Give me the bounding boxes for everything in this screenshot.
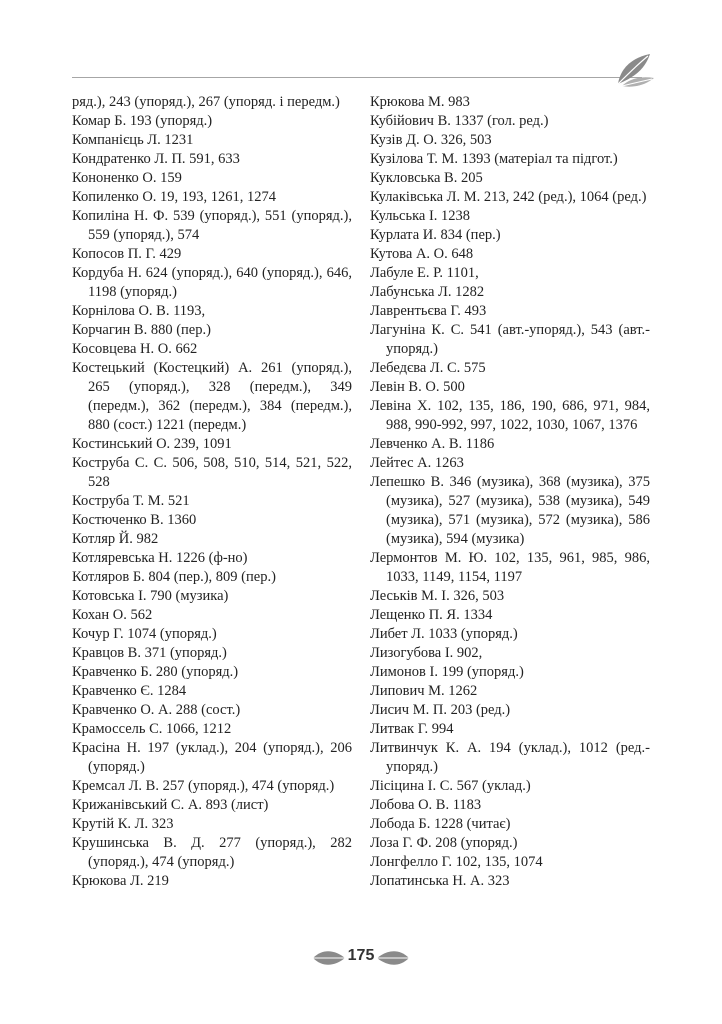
index-entry: Кравченко Б. 280 (упоряд.) — [72, 664, 239, 680]
index-entry: Лопатинська Н. А. 323 — [370, 873, 510, 889]
index-entry: Крушинська В. Д. 277 (упоряд.), 282 (упоряд.), 474 (упоряд.) — [72, 835, 352, 870]
index-entry: Леськів М. І. 326, 503 — [370, 588, 505, 604]
index-entry: Лисич М. П. 203 (ред.) — [370, 702, 511, 718]
index-entry: Котляров Б. 804 (пер.), 809 (пер.) — [72, 569, 276, 585]
index-entry: Лобова О. В. 1183 — [370, 797, 482, 813]
index-entry: Липович М. 1262 — [370, 683, 478, 699]
index-entry: Лещенко П. Я. 1334 — [370, 607, 493, 623]
index-entry: Литвак Г. 994 — [370, 721, 454, 737]
index-entry: Копиліна Н. Ф. 539 (упоряд.), 551 (упоряд.), 559 (упоряд.), 574 — [72, 208, 352, 243]
index-entry: Кулаківська Л. М. 213, 242 (ред.), 1064 (ред.) — [370, 189, 647, 205]
index-entry: Крижанівський С. А. 893 (лист) — [72, 797, 269, 813]
index-entry: Лагуніна К. С. 541 (авт.-упоряд.), 543 (авт.-упоряд.) — [370, 322, 650, 357]
index-entry: Крутій К. Л. 323 — [72, 816, 174, 832]
index-entry: Кравцов В. 371 (упоряд.) — [72, 645, 227, 661]
index-entry: Костюченко В. 1360 — [72, 512, 197, 528]
index-entry: Кордуба Н. 624 (упоряд.), 640 (упоряд.), 646, 1198 (упоряд.) — [72, 265, 352, 300]
index-entry: Кузів Д. О. 326, 503 — [370, 132, 492, 148]
index-entry: Крамоссель С. 1066, 1212 — [72, 721, 232, 737]
index-entry: Лабуле Е. Р. 1101, — [370, 265, 479, 281]
index-entry: Котовська І. 790 (музика) — [72, 588, 229, 604]
index-entry: Копосов П. Г. 429 — [72, 246, 182, 262]
index-entry: Кутова А. О. 648 — [370, 246, 474, 262]
page-number: 175 — [347, 947, 375, 964]
index-entry: Лейтес А. 1263 — [370, 455, 464, 471]
index-entry: Лобода Б. 1228 (читає) — [370, 816, 511, 832]
index-entry: Компанієць Л. 1231 — [72, 132, 194, 148]
index-entry: Красіна Н. 197 (уклад.), 204 (упоряд.), 206 (упоряд.) — [72, 740, 352, 775]
index-entry: Крюкова М. 983 — [370, 94, 470, 110]
index-entry: Кохан О. 562 — [72, 607, 153, 623]
index-entry: Лизогубова І. 902, — [370, 645, 483, 661]
index-entry: Лимонов І. 199 (упоряд.) — [370, 664, 524, 680]
index-entry: Левіна Х. 102, 135, 186, 190, 686, 971, 984, 988, 990-992, 997, 1022, 1030, 1067, 1376 — [370, 398, 650, 433]
index-entry: Комар Б. 193 (упоряд.) — [72, 113, 213, 129]
index-entry: Лебедєва Л. С. 575 — [370, 360, 486, 376]
index-entry: Кондратенко Л. П. 591, 633 — [72, 151, 240, 167]
index-entry: Кочур Г. 1074 (упоряд.) — [72, 626, 217, 642]
index-entry: Литвинчук К. А. 194 (уклад.), 1012 (ред.-упоряд.) — [370, 740, 650, 775]
index-entry: ряд.), 243 (упоряд.), 267 (упоряд. і передм.) — [72, 94, 340, 110]
page-footer — [311, 944, 411, 972]
index-entry: Лаврентьєва Г. 493 — [370, 303, 487, 319]
index-entry: Костинський О. 239, 1091 — [72, 436, 232, 452]
index-entry: Кузілова Т. М. 1393 (матеріал та підгот.) — [370, 151, 618, 167]
index-entry: Кульська І. 1238 — [370, 208, 471, 224]
index-entry: Кравченко О. А. 288 (сост.) — [72, 702, 241, 718]
index-entry: Корнілова О. В. 1193, — [72, 303, 206, 319]
index-entry: Косовцева Н. О. 662 — [72, 341, 198, 357]
index-entry: Лабунська Л. 1282 — [370, 284, 485, 300]
index-entry: Лісіцина І. С. 567 (уклад.) — [370, 778, 531, 794]
index-entry: Кубійович В. 1337 (гол. ред.) — [370, 113, 549, 129]
index-entry: Курлата И. 834 (пер.) — [370, 227, 501, 243]
index-entry: Либет Л. 1033 (упоряд.) — [370, 626, 518, 642]
index-entry: Кононенко О. 159 — [72, 170, 182, 186]
index-entry: Левін В. О. 500 — [370, 379, 465, 395]
index-entry: Крюкова Л. 219 — [72, 873, 169, 889]
index-entry: Коструба С. С. 506, 508, 510, 514, 521, 522, 528 — [72, 455, 352, 490]
index-column-right — [370, 93, 650, 891]
index-entry: Левченко А. В. 1186 — [370, 436, 495, 452]
index-entry: Лермонтов М. Ю. 102, 135, 961, 985, 986, 1033, 1149, 1154, 1197 — [370, 550, 650, 585]
leaf-ornament-icon — [612, 48, 656, 88]
index-column-left — [72, 93, 352, 891]
index-entry: Кукловська В. 205 — [370, 170, 483, 186]
index-entry: Корчагин В. 880 (пер.) — [72, 322, 211, 338]
index-entry: Копиленко О. 19, 193, 1261, 1274 — [72, 189, 277, 205]
index-entry: Котляревська Н. 1226 (ф-но) — [72, 550, 248, 566]
index-entry: Котляр Й. 982 — [72, 531, 159, 547]
header-rule — [72, 77, 642, 78]
index-entry: Лепешко В. 346 (музика), 368 (музика), 375 (музика), 527 (музика), 538 (музика), 549 (музика), 571 (музика), 572 (музика), 586 (музика), 594 (музика) — [370, 474, 650, 547]
index-entry: Кремсал Л. В. 257 (упоряд.), 474 (упоряд.) — [72, 778, 335, 794]
index-entry: Кравченко Є. 1284 — [72, 683, 187, 699]
index-entry: Костецький (Костецкий) А. 261 (упоряд.), 265 (упоряд.), 328 (передм.), 349 (передм.), 362 (передм.), 384 (передм.), 880 (сост.) 1221 (передм.) — [72, 360, 352, 433]
index-entry: Лоза Г. Ф. 208 (упоряд.) — [370, 835, 518, 851]
index-entry: Коструба Т. М. 521 — [72, 493, 190, 509]
index-entry: Лонгфелло Г. 102, 135, 1074 — [370, 854, 543, 870]
